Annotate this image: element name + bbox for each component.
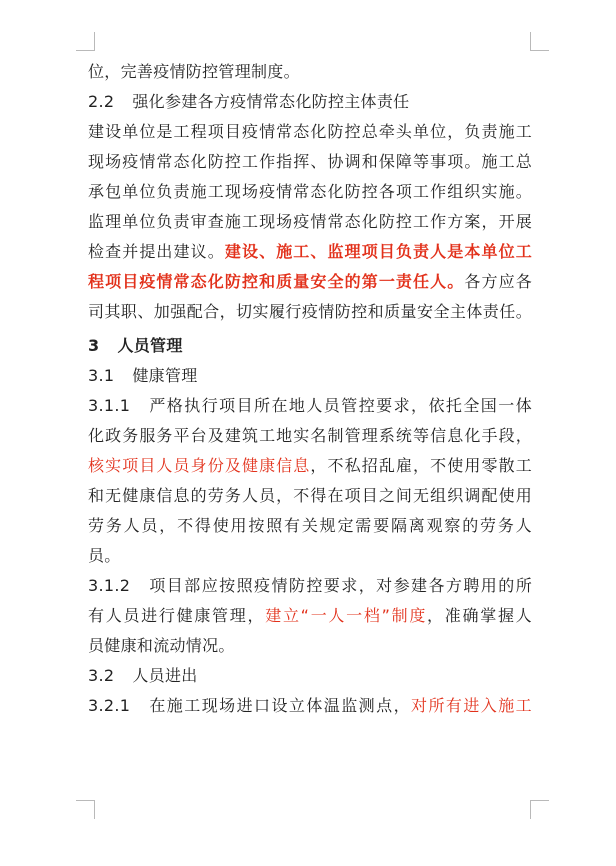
- line-text: 员健康和流动情况。: [88, 636, 235, 655]
- text-line: [88, 601, 532, 631]
- line-text: 项目部应按照疫情防控要求，对参建各方聘用的所: [148, 576, 532, 595]
- text-line: [88, 147, 532, 177]
- line-text: 位，完善疫情防控管理制度。: [88, 62, 300, 81]
- corner-mark-bottom-right: [530, 800, 549, 819]
- text-line: [88, 117, 532, 147]
- text-line: [88, 391, 532, 421]
- text-line: [88, 511, 532, 541]
- section-title: 强化参建各方疫情常态化防控主体责任: [132, 92, 410, 111]
- clause-number: 3.2.1: [88, 696, 131, 715]
- line-text: 劳务人员，不得使用按照有关规定需要隔离观察的劳务人: [88, 516, 532, 535]
- line-text: 化政务服务平台及建筑工地实名制管理系统等信息化手段，: [88, 426, 532, 445]
- line-text: 建设单位是工程项目疫情常态化防控总牵头单位，负责施工: [88, 122, 532, 141]
- line-text: 在施工现场进口设立体温监测点，: [148, 696, 412, 715]
- line-text: 现场疫情常态化防控工作指挥、协调和保障等事项。施工总: [88, 152, 532, 171]
- text-line: [88, 451, 532, 481]
- section-heading: [88, 87, 532, 117]
- corner-mark-top-left: [76, 32, 95, 51]
- text-line: [88, 297, 532, 327]
- line-text: 有人员进行健康管理，: [88, 606, 266, 625]
- line-text: 承包单位负责施工现场疫情常态化防控各项工作组织实施。: [88, 182, 532, 201]
- text-line: [88, 177, 532, 207]
- clause-number: 3.1.1: [88, 396, 131, 415]
- section-number: 3.1: [88, 366, 115, 385]
- text-line: [88, 57, 532, 87]
- section-number: 3.2: [88, 666, 115, 685]
- section-number: 2.2: [88, 92, 115, 111]
- corner-mark-bottom-left: [76, 800, 95, 819]
- line-text: 监理单位负责审查施工现场疫情常态化防控工作方案，开展: [88, 212, 532, 231]
- highlight-text: 对所有进入施工: [411, 696, 532, 715]
- text-line: [88, 481, 532, 511]
- section-heading: [88, 661, 532, 691]
- highlight-text: 核实项目人员身份及健康信息: [88, 456, 311, 475]
- line-text: 员。: [88, 546, 121, 565]
- chapter-number: 3: [88, 336, 100, 355]
- text-line: [88, 571, 532, 601]
- text-line: [88, 267, 532, 297]
- section-title: 人员进出: [132, 666, 198, 685]
- text-line: [88, 541, 532, 571]
- text-line: [88, 237, 532, 267]
- line-text: ，不私招乱雇，不使用零散工: [310, 456, 532, 475]
- highlight-text: 建立“一人一档”制度: [265, 606, 428, 625]
- text-line: [88, 421, 532, 451]
- corner-mark-top-right: [530, 32, 549, 51]
- highlight-text: 程项目疫情常态化防控和质量安全的第一责任人。: [88, 272, 465, 291]
- line-text: 各方应各: [464, 272, 532, 291]
- text-line: [88, 631, 532, 661]
- chapter-heading: [88, 331, 532, 361]
- document-body: [88, 57, 532, 721]
- line-text: 司其职、加强配合，切实履行疫情防控和质量安全主体责任。: [88, 302, 532, 321]
- highlight-text: 建设、施工、监理项目负责人是本单位工: [224, 242, 533, 261]
- clause-number: 3.1.2: [88, 576, 131, 595]
- line-text: 和无健康信息的劳务人员，不得在项目之间无组织调配使用: [88, 486, 532, 505]
- line-text: 严格执行项目所在地人员管控要求，依托全国一体: [148, 396, 532, 415]
- text-line: [88, 691, 532, 721]
- section-title: 健康管理: [132, 366, 198, 385]
- section-heading: [88, 361, 532, 391]
- line-text: ，准确掌握人: [427, 606, 532, 625]
- line-text: 检查并提出建议。: [88, 242, 225, 261]
- chapter-title: 人员管理: [117, 336, 183, 355]
- text-line: [88, 207, 532, 237]
